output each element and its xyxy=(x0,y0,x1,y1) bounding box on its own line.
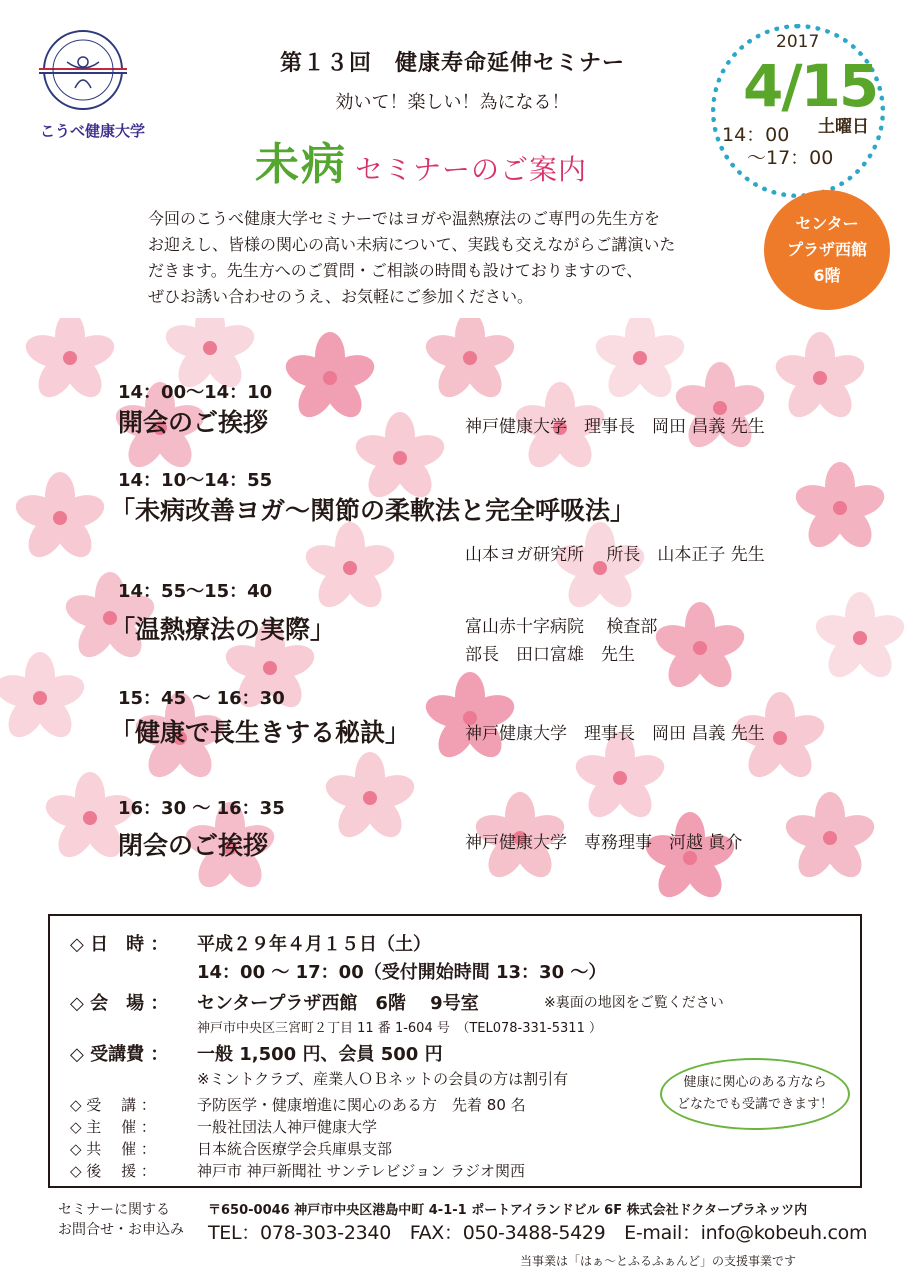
footer-heading-line1: セミナーに関する xyxy=(58,1202,170,1218)
info-time-value: 14：00 ～ 17：00（受付開始時間 13：30 ～） xyxy=(197,962,607,983)
program-speaker: 山本ヨガ研究所 所長 山本正子 先生 xyxy=(465,545,765,565)
info-host-value: 一般社団法人神戸健康大学 xyxy=(197,1118,378,1136)
info-cohost-value: 日本統合医療学会兵庫県支部 xyxy=(197,1140,393,1158)
main-heading-small: セミナーのご案内 xyxy=(355,153,588,186)
intro-text xyxy=(148,206,748,310)
program-speaker: 神戸健康大学 専務理事 河越 眞介 xyxy=(465,833,743,853)
program-title: 「温熱療法の実際」 xyxy=(110,615,336,644)
date-time-start: 14：00 xyxy=(722,124,790,146)
intro-line: 今回のこうべ健康大学セミナーではヨガや温熱療法のご専門の先生方を xyxy=(148,209,661,228)
seminar-title: 第１３回 健康寿命延伸セミナー xyxy=(279,51,625,76)
info-fee-value: 一般 1,500 円、会員 500 円 xyxy=(197,1044,443,1065)
program-title: 「未病改善ヨガ～関節の柔軟法と完全呼吸法」 xyxy=(110,496,636,525)
info-support-value: 神戸市 神戸新聞社 サンテレビジョン ラジオ関西 xyxy=(197,1162,525,1180)
program-time: 15：45 ～ 16：30 xyxy=(118,688,285,709)
program-speaker: 富山赤十字病院 検査部 xyxy=(465,617,658,637)
program-title: 「健康で長生きする秘訣」 xyxy=(110,718,411,747)
program-time: 14：10～14：55 xyxy=(118,470,273,491)
logo-name: こうべ健康大学 xyxy=(40,122,146,140)
info-bubble-line1: 健康に関心のある方なら xyxy=(683,1075,827,1090)
seminar-tagline: 効いて！楽しい！為になる！ xyxy=(335,92,570,113)
info-fee-note: ※ミントクラブ、産業人ＯＢネットの会員の方は割引有 xyxy=(197,1070,569,1088)
info-bubble xyxy=(660,1058,850,1130)
footer-heading-line2: お問合せ・お申込み xyxy=(58,1222,184,1238)
program-title: 開会のご挨拶 xyxy=(118,408,269,437)
intro-line: だきます。先生方へのご質問・ご相談の時間も設けておりますので、 xyxy=(148,261,643,280)
footer-address: 〒650-0046 神戸市中央区港島中町 4-1-1 ポートアイランドビル 6F 株式会社ドクタープラネッツ内 xyxy=(208,1203,808,1218)
footer-contact-heading xyxy=(58,1200,184,1240)
date-weekday: 土曜日 xyxy=(818,117,869,137)
venue-badge-line3: 6階 xyxy=(813,266,841,285)
main-heading xyxy=(255,128,587,192)
program-speaker-2: 部長 田口富雄 先生 xyxy=(465,645,635,665)
program-time: 14：55～15：40 xyxy=(118,581,273,602)
program-time: 14：00～14：10 xyxy=(118,382,273,403)
program-speaker: 神戸健康大学 理事長 岡田 昌義 先生 xyxy=(465,417,765,437)
venue-badge-line1: センター xyxy=(795,214,859,233)
program-title: 閉会のご挨拶 xyxy=(118,831,269,860)
main-heading-big: 未病 xyxy=(255,139,347,190)
program-time: 16：30 ～ 16：35 xyxy=(118,798,285,819)
info-cohost-label: ◇ 共 催 ： xyxy=(70,1140,156,1158)
date-day: 4/15 xyxy=(743,52,878,120)
info-venue-address: 神戸市中央区三宮町２丁目 11 番 1-604 号 （TEL078-331-5311 ） xyxy=(197,1021,602,1036)
info-datetime-label: ◇ 日 時 ： xyxy=(70,934,169,955)
footer-note: 当事業は「はぁ～とふるふぁんど」の支援事業です xyxy=(520,1254,797,1268)
info-target-label: ◇ 受 講 ： xyxy=(70,1096,156,1114)
info-venue-label: ◇ 会 場 ： xyxy=(70,993,169,1014)
venue-badge-line2: プラザ西館 xyxy=(786,240,867,259)
intro-line: お迎えし、皆様の関心の高い未病について、実践も交えながらご講演いた xyxy=(148,235,676,254)
info-target-value: 予防医学・健康増進に関心のある方 先着 80 名 xyxy=(197,1096,526,1114)
intro-line: ぜひお誘い合わせのうえ、お気軽にご参加ください。 xyxy=(148,287,533,306)
program-speaker: 神戸健康大学 理事長 岡田 昌義 先生 xyxy=(465,724,765,744)
footer-contact: TEL：078-303-2340 FAX：050-3488-5429 E-mail：info@kobeuh.com xyxy=(208,1222,868,1244)
info-support-label: ◇ 後 援 ： xyxy=(70,1162,156,1180)
date-year: 2017 xyxy=(776,32,820,52)
info-bubble-line2: どなたでも受講できます！ xyxy=(676,1097,833,1112)
info-datetime-value: 平成２９年４月１５日（土） xyxy=(197,934,431,955)
info-venue-note: ※裏面の地図をご覧ください xyxy=(544,995,724,1011)
info-host-label: ◇ 主 催 ： xyxy=(70,1118,156,1136)
event-info-box xyxy=(48,914,862,1188)
info-fee-label: ◇ 受講費 ： xyxy=(70,1044,169,1065)
date-time-end: ～17：00 xyxy=(747,147,834,169)
info-venue-value: センタープラザ西館 6階 9号室 xyxy=(197,993,479,1014)
venue-badge xyxy=(764,190,890,310)
